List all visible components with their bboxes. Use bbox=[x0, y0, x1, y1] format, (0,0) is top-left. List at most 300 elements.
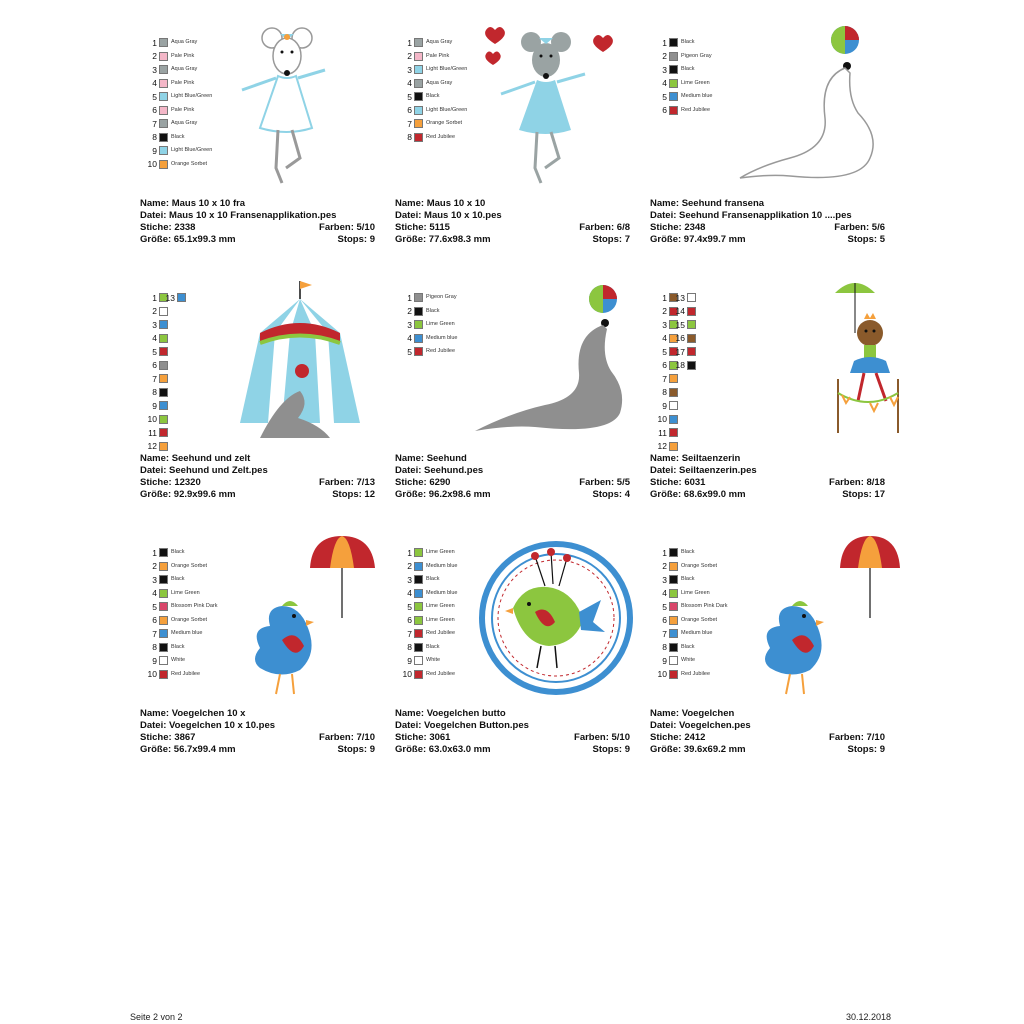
palette-number: 6 bbox=[152, 105, 157, 115]
color-swatch bbox=[159, 670, 168, 679]
palette-number: 7 bbox=[407, 118, 412, 129]
color-swatch bbox=[687, 293, 696, 302]
bird-umbrella-small-illustration bbox=[730, 528, 900, 708]
palette-entry bbox=[401, 90, 467, 104]
palette-number: 1 bbox=[152, 547, 157, 558]
palette-entry bbox=[146, 641, 217, 655]
palette-entry bbox=[146, 627, 217, 641]
color-swatch bbox=[669, 388, 678, 397]
palette-number: 8 bbox=[407, 642, 412, 652]
palette-number: 4 bbox=[662, 78, 667, 88]
palette-number: 8 bbox=[152, 387, 157, 397]
thread-color-name: Pigeon Gray bbox=[681, 52, 712, 59]
thread-color-name: Aqua Gray bbox=[426, 39, 453, 45]
design-info: Name: Maus 10 x 10 Datei: Maus 10 x 10.pes Stiche: 5115 Farben: 6/8 Größe: 77.6x98.3 mm Stops: 7 bbox=[395, 198, 630, 245]
palette-number: 2 bbox=[152, 306, 157, 316]
color-swatch bbox=[159, 629, 168, 638]
palette-entry bbox=[656, 600, 727, 614]
color-swatch bbox=[669, 562, 678, 571]
color-swatch bbox=[669, 629, 678, 638]
palette-entry bbox=[656, 654, 727, 668]
color-swatch bbox=[669, 442, 678, 451]
thread-color-name: Orange Sorbet bbox=[681, 562, 718, 569]
thread-color-name: Black bbox=[426, 307, 440, 314]
color-swatch bbox=[159, 160, 168, 169]
palette-entry bbox=[656, 546, 727, 560]
palette-number: 3 bbox=[662, 574, 667, 585]
palette-entry bbox=[401, 668, 458, 682]
color-swatch bbox=[414, 52, 423, 61]
palette-entry bbox=[401, 318, 458, 332]
palette-entry bbox=[146, 546, 217, 560]
color-swatch bbox=[159, 52, 168, 61]
palette-number: 3 bbox=[407, 64, 412, 75]
tightrope-bear-illustration bbox=[730, 273, 900, 453]
circus-tent-seal-illustration bbox=[220, 273, 390, 453]
palette-entry bbox=[672, 345, 699, 359]
palette-number: 17 bbox=[675, 346, 685, 357]
thread-color-name: Medium blue bbox=[426, 334, 458, 341]
palette-entry bbox=[146, 560, 217, 574]
thread-color-name: Red Jubilee bbox=[171, 670, 201, 677]
palette-entry bbox=[656, 440, 681, 454]
palette-number: 7 bbox=[407, 628, 412, 639]
palette-entry bbox=[656, 399, 681, 413]
thread-color-name: Pale Pink bbox=[171, 52, 195, 59]
color-palette bbox=[401, 36, 467, 144]
palette-number: 5 bbox=[662, 601, 667, 612]
bird-umbrella-illustration bbox=[220, 528, 390, 708]
palette-number: 6 bbox=[662, 360, 667, 370]
color-swatch bbox=[669, 374, 678, 383]
color-swatch bbox=[159, 374, 168, 383]
palette-number: 2 bbox=[152, 51, 157, 61]
color-swatch bbox=[687, 347, 696, 356]
palette-number: 1 bbox=[152, 37, 157, 48]
thread-color-name: Pigeon Gray bbox=[426, 294, 457, 300]
thread-color-name: Black bbox=[426, 93, 440, 99]
palette-entry bbox=[146, 440, 171, 454]
palette-number: 18 bbox=[675, 360, 685, 370]
palette-number: 5 bbox=[662, 346, 667, 357]
color-swatch bbox=[669, 65, 678, 74]
thread-color-name: Lime Green bbox=[426, 549, 455, 555]
palette-number: 9 bbox=[152, 400, 157, 411]
palette-entry bbox=[146, 359, 171, 373]
color-palette bbox=[656, 546, 727, 681]
color-swatch bbox=[669, 548, 678, 557]
palette-number: 4 bbox=[662, 333, 667, 343]
palette-entry bbox=[401, 654, 458, 668]
palette-number: 11 bbox=[148, 427, 157, 438]
color-swatch bbox=[159, 643, 168, 652]
palette-number: 1 bbox=[407, 547, 412, 558]
palette-number: 4 bbox=[152, 333, 157, 343]
color-swatch bbox=[159, 428, 168, 437]
color-swatch bbox=[159, 442, 168, 451]
color-swatch bbox=[159, 656, 168, 665]
palette-number: 1 bbox=[662, 37, 667, 48]
thread-color-name: Medium blue bbox=[426, 589, 458, 596]
color-swatch bbox=[669, 401, 678, 410]
design-card-maus-fransen bbox=[140, 18, 390, 258]
palette-number: 13 bbox=[165, 292, 175, 303]
palette-number: 5 bbox=[152, 91, 157, 102]
design-info: Name: Seiltaenzerin Datei: Seiltaenzerin.pes Stiche: 6031 Farben: 8/18 Größe: 68.6x99.0 mm Stops: 17 bbox=[650, 453, 885, 500]
color-swatch bbox=[159, 65, 168, 74]
palette-entry bbox=[401, 131, 467, 145]
palette-entry bbox=[401, 305, 458, 319]
palette-number: 3 bbox=[662, 319, 667, 330]
palette-number: 10 bbox=[657, 669, 667, 679]
palette-number: 10 bbox=[147, 414, 157, 424]
color-swatch bbox=[414, 133, 423, 142]
palette-entry bbox=[146, 104, 212, 118]
design-card-voegelchen-button bbox=[395, 528, 645, 768]
palette-entry bbox=[146, 386, 171, 400]
palette-number: 12 bbox=[657, 441, 667, 451]
palette-number: 7 bbox=[152, 118, 157, 129]
palette-number: 4 bbox=[407, 588, 412, 598]
thread-color-name: Black bbox=[681, 66, 695, 72]
thread-color-name: Medium blue bbox=[681, 630, 713, 636]
thread-color-name: Orange Sorbet bbox=[681, 616, 718, 623]
palette-number: 10 bbox=[147, 159, 157, 169]
color-swatch bbox=[159, 602, 168, 611]
color-palette bbox=[146, 36, 212, 171]
color-swatch bbox=[669, 602, 678, 611]
thread-color-name: Light Blue/Green bbox=[171, 147, 213, 153]
palette-number: 2 bbox=[407, 51, 412, 61]
color-palette bbox=[146, 546, 217, 681]
palette-entry bbox=[672, 305, 699, 319]
color-swatch bbox=[669, 52, 678, 61]
thread-color-name: Orange Sorbet bbox=[171, 562, 208, 569]
palette-entry bbox=[401, 332, 458, 346]
design-info: Name: Seehund fransena Datei: Seehund Fransenapplikation 10 ....pes Stiche: 2348 Farben: 5/6 Größe: 97.4x99.7 mm Stops: 5 bbox=[650, 198, 885, 245]
palette-number: 10 bbox=[402, 669, 412, 679]
palette-entry bbox=[401, 614, 458, 628]
thread-color-name: Black bbox=[171, 133, 185, 140]
palette-entry bbox=[146, 345, 171, 359]
thread-color-name: Black bbox=[681, 576, 695, 582]
palette-number: 3 bbox=[407, 319, 412, 330]
palette-number: 11 bbox=[658, 427, 667, 438]
palette-number: 3 bbox=[152, 319, 157, 330]
thread-color-name: Black bbox=[171, 549, 185, 555]
palette-number: 4 bbox=[407, 333, 412, 343]
palette-number: 1 bbox=[407, 37, 412, 48]
color-swatch bbox=[159, 616, 168, 625]
color-swatch bbox=[687, 334, 696, 343]
design-info: Name: Seehund Datei: Seehund.pes Stiche: 6290 Farben: 5/5 Größe: 96.2x98.6 mm Stops: 4 bbox=[395, 453, 630, 500]
color-swatch bbox=[669, 79, 678, 88]
bird-button-illustration bbox=[475, 528, 645, 708]
palette-entry bbox=[656, 386, 681, 400]
color-swatch bbox=[414, 670, 423, 679]
seal-outline-illustration bbox=[730, 18, 900, 198]
color-palette-secondary bbox=[162, 291, 189, 305]
palette-entry bbox=[656, 560, 727, 574]
thread-color-name: Red Jubilee bbox=[681, 106, 711, 113]
color-swatch bbox=[669, 589, 678, 598]
palette-entry bbox=[656, 63, 713, 77]
thread-color-name: Blossom Pink Dark bbox=[171, 603, 218, 609]
palette-number: 6 bbox=[662, 105, 667, 115]
palette-number: 8 bbox=[152, 642, 157, 652]
palette-number: 8 bbox=[152, 132, 157, 142]
thread-color-name: Red Jubilee bbox=[426, 133, 456, 140]
color-swatch bbox=[687, 307, 696, 316]
color-swatch bbox=[414, 119, 423, 128]
thread-color-name: Lime Green bbox=[681, 79, 710, 86]
color-swatch bbox=[669, 38, 678, 47]
thread-color-name: Medium blue bbox=[171, 630, 203, 636]
palette-entry bbox=[401, 50, 467, 64]
palette-number: 2 bbox=[407, 306, 412, 316]
palette-number: 8 bbox=[662, 642, 667, 652]
color-swatch bbox=[414, 589, 423, 598]
palette-entry bbox=[146, 399, 171, 413]
palette-number: 9 bbox=[407, 655, 412, 666]
print-date: 30.12.2018 bbox=[846, 1012, 892, 1022]
thread-color-name: Pale Pink bbox=[426, 52, 450, 59]
color-swatch bbox=[159, 401, 168, 410]
color-swatch bbox=[669, 656, 678, 665]
palette-entry bbox=[146, 63, 212, 77]
palette-number: 16 bbox=[675, 333, 685, 343]
palette-entry bbox=[146, 668, 217, 682]
color-swatch bbox=[414, 616, 423, 625]
mouse-ballerina-illustration bbox=[475, 18, 645, 198]
palette-entry bbox=[146, 413, 171, 427]
thread-color-name: Lime Green bbox=[681, 589, 710, 596]
palette-number: 4 bbox=[152, 78, 157, 88]
thread-color-name: Lime Green bbox=[426, 603, 455, 609]
palette-number: 2 bbox=[662, 561, 667, 571]
palette-number: 5 bbox=[407, 346, 412, 357]
palette-entry bbox=[656, 90, 713, 104]
color-swatch bbox=[669, 575, 678, 584]
design-info: Name: Maus 10 x 10 fra Datei: Maus 10 x 10 Fransenapplikation.pes Stiche: 2338 Farben: 5/10 Größe: 65.1x99.3 mm Stops: 9 bbox=[140, 198, 375, 245]
color-swatch bbox=[414, 602, 423, 611]
palette-number: 4 bbox=[152, 588, 157, 598]
palette-entry bbox=[401, 641, 458, 655]
palette-entry bbox=[146, 36, 212, 50]
palette-entry bbox=[401, 546, 458, 560]
palette-number: 7 bbox=[662, 373, 667, 384]
palette-number: 5 bbox=[662, 91, 667, 102]
color-swatch bbox=[414, 307, 423, 316]
color-swatch bbox=[159, 347, 168, 356]
palette-entry bbox=[672, 291, 699, 305]
color-swatch bbox=[159, 92, 168, 101]
color-swatch bbox=[159, 589, 168, 598]
palette-entry bbox=[656, 614, 727, 628]
color-swatch bbox=[414, 347, 423, 356]
color-swatch bbox=[159, 119, 168, 128]
color-swatch bbox=[669, 92, 678, 101]
palette-number: 5 bbox=[152, 346, 157, 357]
color-swatch bbox=[414, 548, 423, 557]
design-info: Name: Voegelchen butto Datei: Voegelchen Button.pes Stiche: 3061 Farben: 5/10 Größe: 63.0x63.0 mm Stops: 9 bbox=[395, 708, 630, 755]
thread-color-name: White bbox=[681, 657, 696, 663]
palette-number: 3 bbox=[662, 64, 667, 75]
thread-color-name: Black bbox=[171, 643, 185, 650]
palette-entry bbox=[146, 600, 217, 614]
color-swatch bbox=[159, 79, 168, 88]
color-swatch bbox=[159, 334, 168, 343]
palette-entry bbox=[146, 144, 212, 158]
color-swatch bbox=[414, 79, 423, 88]
thread-color-name: Pale Pink bbox=[171, 79, 195, 86]
thread-color-name: Lime Green bbox=[426, 321, 455, 327]
palette-entry bbox=[146, 654, 217, 668]
palette-entry bbox=[672, 359, 699, 373]
color-swatch bbox=[159, 307, 168, 316]
palette-number: 6 bbox=[152, 615, 157, 625]
design-info: Name: Seehund und zelt Datei: Seehund und Zelt.pes Stiche: 12320 Farben: 7/13 Größe: 92.9x99.6 mm Stops: 12 bbox=[140, 453, 375, 500]
palette-entry bbox=[146, 426, 171, 440]
color-swatch bbox=[414, 643, 423, 652]
design-card-voegelchen-10 bbox=[140, 528, 390, 768]
design-card-seehund-fransen bbox=[650, 18, 900, 258]
palette-number: 9 bbox=[152, 145, 157, 156]
design-card-seiltaenzerin bbox=[650, 273, 900, 513]
thread-color-name: Blossom Pink Dark bbox=[681, 603, 728, 609]
design-info: Name: Voegelchen 10 x Datei: Voegelchen 10 x 10.pes Stiche: 3867 Farben: 7/10 Größe: 56.7x99.4 mm Stops: 9 bbox=[140, 708, 375, 755]
palette-entry bbox=[401, 627, 458, 641]
thread-color-name: Orange Sorbet bbox=[171, 160, 208, 167]
color-swatch bbox=[414, 320, 423, 329]
palette-entry bbox=[656, 104, 713, 118]
thread-color-name: Aqua Gray bbox=[171, 66, 198, 72]
palette-number: 4 bbox=[662, 588, 667, 598]
palette-entry bbox=[656, 77, 713, 91]
palette-number: 14 bbox=[675, 306, 685, 316]
palette-entry bbox=[146, 131, 212, 145]
palette-entry bbox=[401, 104, 467, 118]
thread-color-name: Black bbox=[171, 576, 185, 582]
color-swatch bbox=[159, 106, 168, 115]
palette-entry bbox=[401, 573, 458, 587]
seal-ball-illustration bbox=[475, 273, 645, 453]
palette-entry bbox=[401, 63, 467, 77]
page-number: Seite 2 von 2 bbox=[130, 1012, 183, 1022]
palette-number: 8 bbox=[407, 132, 412, 142]
palette-number: 1 bbox=[662, 547, 667, 558]
palette-number: 12 bbox=[147, 441, 157, 451]
palette-number: 1 bbox=[407, 292, 412, 303]
palette-number: 10 bbox=[147, 669, 157, 679]
palette-number: 8 bbox=[662, 387, 667, 397]
palette-entry bbox=[656, 641, 727, 655]
color-swatch bbox=[687, 361, 696, 370]
thread-color-name: Red Jubilee bbox=[426, 630, 456, 636]
palette-entry bbox=[672, 332, 699, 346]
color-swatch bbox=[159, 415, 168, 424]
palette-entry bbox=[162, 291, 189, 305]
palette-entry bbox=[401, 587, 458, 601]
palette-entry bbox=[656, 587, 727, 601]
palette-entry bbox=[401, 77, 467, 91]
color-swatch bbox=[159, 562, 168, 571]
palette-number: 6 bbox=[407, 615, 412, 625]
palette-number: 5 bbox=[407, 601, 412, 612]
color-swatch bbox=[687, 320, 696, 329]
palette-entry bbox=[401, 36, 467, 50]
palette-number: 7 bbox=[662, 628, 667, 639]
thread-color-name: Orange Sorbet bbox=[171, 616, 208, 623]
palette-number: 9 bbox=[152, 655, 157, 666]
palette-number: 7 bbox=[152, 628, 157, 639]
color-swatch bbox=[414, 38, 423, 47]
color-swatch bbox=[669, 106, 678, 115]
color-swatch bbox=[669, 643, 678, 652]
thread-color-name: Light Blue/Green bbox=[171, 93, 213, 99]
palette-number: 6 bbox=[662, 615, 667, 625]
palette-entry bbox=[656, 50, 713, 64]
thread-color-name: Red Jubilee bbox=[681, 670, 711, 677]
palette-number: 6 bbox=[152, 360, 157, 370]
mouse-outline-illustration bbox=[220, 18, 390, 198]
palette-entry bbox=[146, 77, 212, 91]
color-swatch bbox=[669, 616, 678, 625]
palette-entry bbox=[656, 627, 727, 641]
color-swatch bbox=[159, 146, 168, 155]
color-swatch bbox=[669, 670, 678, 679]
thread-color-name: Pale Pink bbox=[171, 106, 195, 113]
thread-color-name: White bbox=[171, 657, 186, 663]
thread-color-name: Aqua Gray bbox=[171, 120, 198, 126]
color-swatch bbox=[414, 92, 423, 101]
thread-color-name: White bbox=[426, 657, 441, 663]
palette-number: 2 bbox=[152, 561, 157, 571]
design-card-maus bbox=[395, 18, 645, 258]
palette-number: 7 bbox=[152, 373, 157, 384]
color-swatch bbox=[159, 38, 168, 47]
thread-color-name: Light Blue/Green bbox=[426, 66, 468, 72]
palette-entry bbox=[146, 117, 212, 131]
design-info: Name: Voegelchen Datei: Voegelchen.pes Stiche: 2412 Farben: 7/10 Größe: 39.6x69.2 mm Stops: 9 bbox=[650, 708, 885, 755]
color-swatch bbox=[177, 293, 186, 302]
color-swatch bbox=[414, 562, 423, 571]
thread-color-name: Red Jubilee bbox=[426, 670, 456, 677]
palette-number: 2 bbox=[662, 306, 667, 316]
palette-entry bbox=[401, 291, 458, 305]
thread-color-name: Black bbox=[426, 643, 440, 650]
thread-color-name: Black bbox=[681, 643, 695, 650]
color-swatch bbox=[414, 334, 423, 343]
color-palette-secondary bbox=[672, 291, 699, 372]
color-palette bbox=[146, 291, 171, 453]
color-palette bbox=[401, 546, 458, 681]
palette-entry bbox=[146, 372, 171, 386]
color-swatch bbox=[414, 106, 423, 115]
palette-number: 5 bbox=[152, 601, 157, 612]
color-swatch bbox=[414, 656, 423, 665]
palette-number: 9 bbox=[662, 400, 667, 411]
palette-number: 5 bbox=[407, 91, 412, 102]
color-swatch bbox=[414, 575, 423, 584]
thread-color-name: Light Blue/Green bbox=[426, 106, 468, 113]
thread-color-name: Aqua Gray bbox=[171, 39, 198, 45]
palette-number: 9 bbox=[662, 655, 667, 666]
palette-number: 3 bbox=[152, 574, 157, 585]
palette-entry bbox=[656, 426, 681, 440]
color-palette bbox=[656, 36, 713, 117]
color-swatch bbox=[159, 388, 168, 397]
